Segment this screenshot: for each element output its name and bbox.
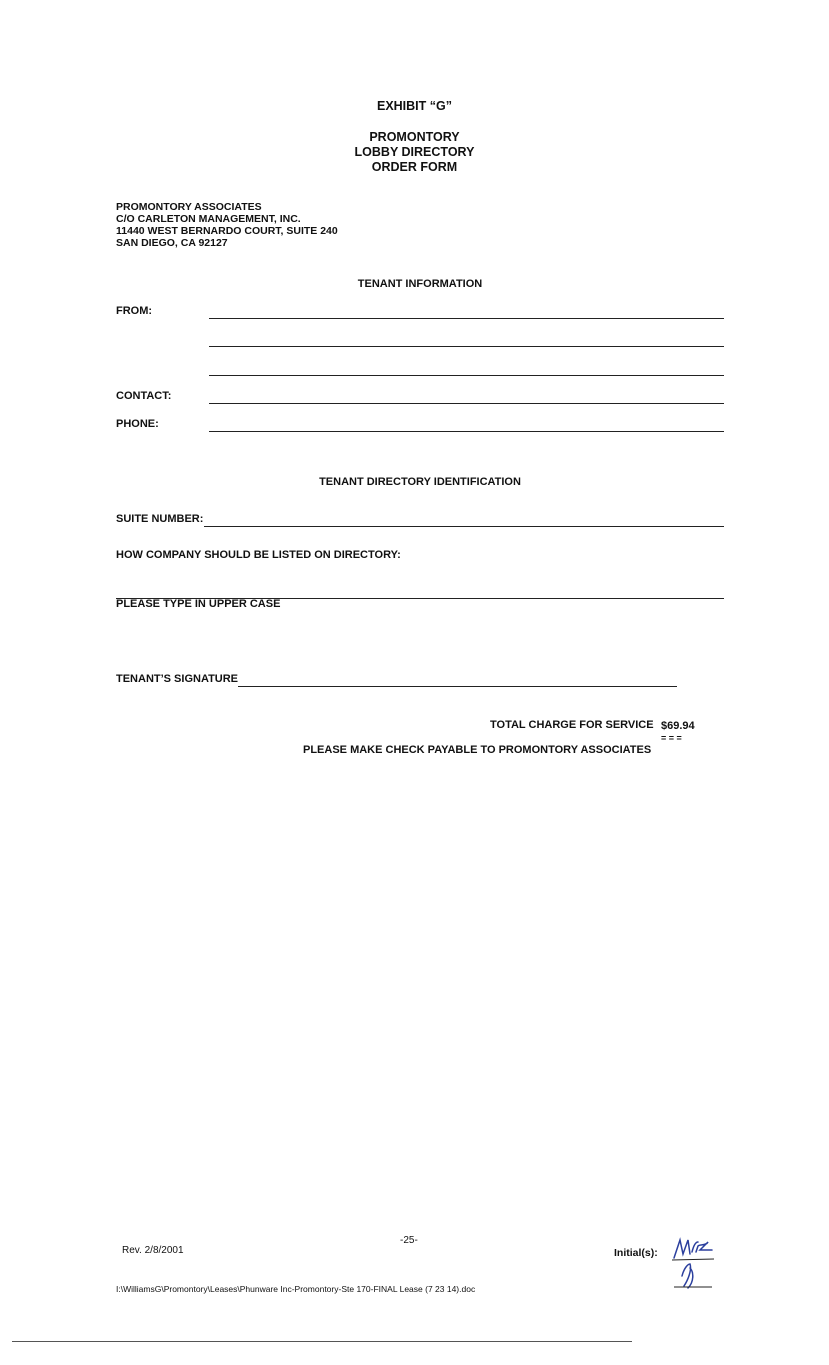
suite-number-line[interactable] [204,526,724,527]
total-charge-label: TOTAL CHARGE FOR SERVICE [490,719,654,731]
address-line: C/O CARLETON MANAGEMENT, INC. [116,213,301,225]
revision-date: Rev. 2/8/2001 [122,1245,184,1256]
form-title-line-3: ORDER FORM [371,160,458,174]
directory-identification-heading: TENANT DIRECTORY IDENTIFICATION [319,476,521,488]
suite-number-label: SUITE NUMBER: [116,513,204,525]
signature-label: TENANT’S SIGNATURE [116,673,239,685]
payable-note: PLEASE MAKE CHECK PAYABLE TO PROMONTORY ASSOCIATES [303,744,652,756]
form-title-line-1: PROMONTORY [369,130,460,144]
from-line-2[interactable] [209,346,724,347]
tenant-information-heading: TENANT INFORMATION [357,278,483,290]
total-charge-amount: $69.94 [661,720,695,732]
address-line: SAN DIEGO, CA 92127 [116,237,228,249]
initials-label: Initial(s): [614,1247,658,1259]
from-line-3[interactable] [209,375,724,376]
address-line: 11440 WEST BERNARDO COURT, SUITE 240 [116,225,338,237]
page-number: -25- [400,1235,418,1246]
address-line: PROMONTORY ASSOCIATES [116,201,262,213]
signature-line[interactable] [238,686,677,687]
from-line-1[interactable] [209,318,724,319]
exhibit-title: EXHIBIT “G” [376,99,452,113]
phone-label: PHONE: [116,418,159,430]
phone-line[interactable] [209,431,724,432]
scan-edge-line [12,1341,632,1342]
contact-line[interactable] [209,403,724,404]
listing-label: HOW COMPANY SHOULD BE LISTED ON DIRECTORY: [116,549,401,561]
form-title-line-2: LOBBY DIRECTORY [354,145,475,159]
upper-case-note: PLEASE TYPE IN UPPER CASE [116,598,281,610]
amount-double-underline: = = = [661,733,682,743]
file-path: I:\WilliamsG\Promontory\Leases\Phunware Inc-Promontory-Ste 170-FINAL Lease (7 23 14).doc [116,1284,476,1294]
initials-signature-icon [668,1234,720,1292]
from-label: FROM: [116,305,153,317]
contact-label: CONTACT: [116,390,172,402]
address-block [116,201,338,249]
